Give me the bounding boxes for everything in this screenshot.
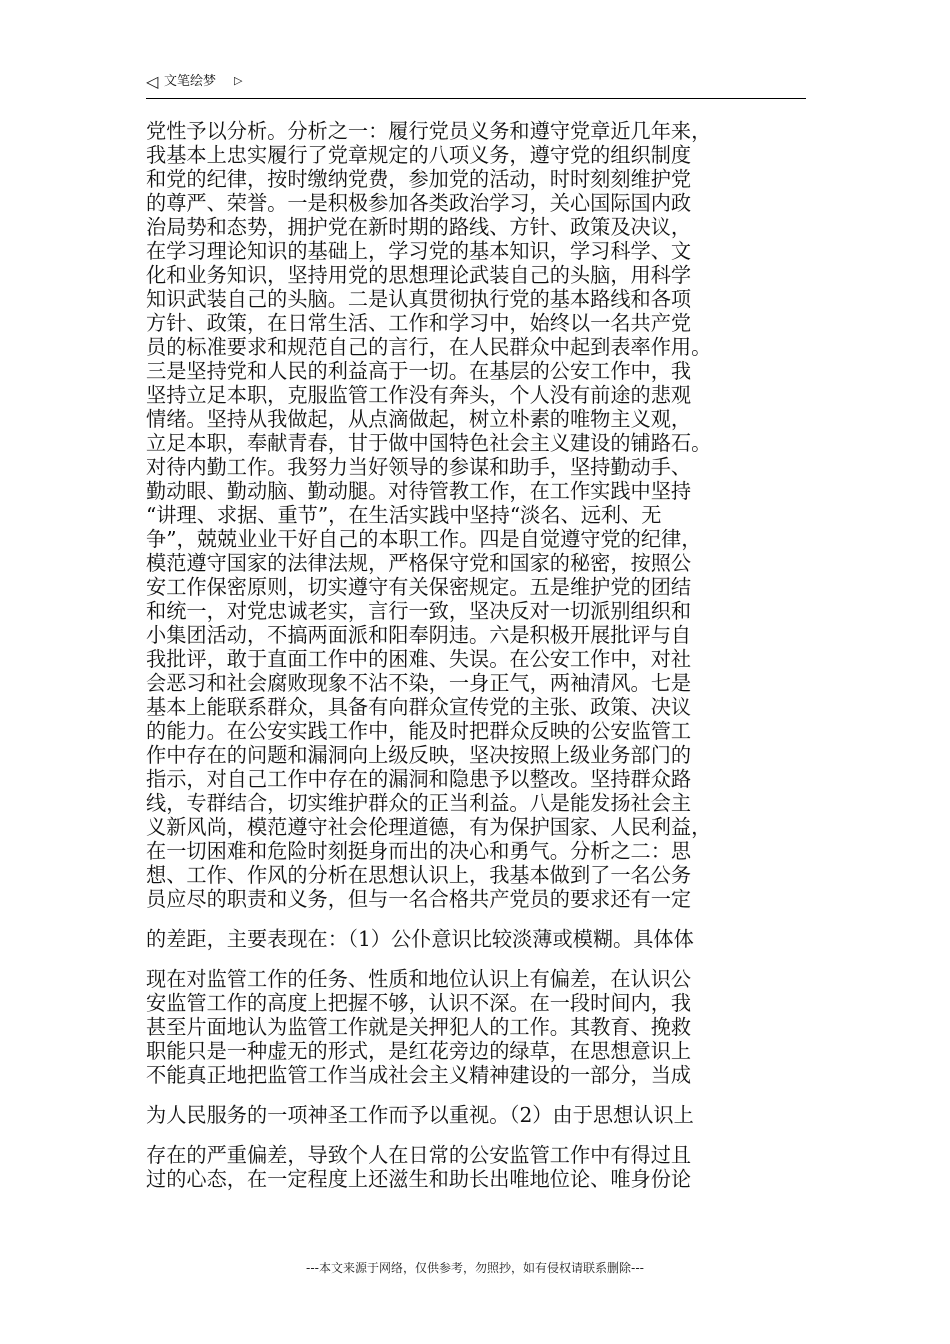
body-line: 想、工作、作风的分析在思想认识上，我基本做到了一名公务 xyxy=(146,863,692,887)
body-line: 和党的纪律，按时缴纳党费，参加党的活动，时时刻刻维护党 xyxy=(146,167,692,191)
body-line: 基本上能联系群众，具备有向群众宣传党的主张、政策、决议 xyxy=(146,695,692,719)
body-line: 小集团活动，不搞两面派和阳奉阴违。六是积极开展批评与自 xyxy=(146,623,692,647)
body-line: 线，专群结合，切实维护群众的正当利益。八是能发扬社会主 xyxy=(146,791,692,815)
body-line: 方针、政策，在日常生活、工作和学习中，始终以一名共产党 xyxy=(146,311,692,335)
body-line: 安工作保密原则，切实遵守有关保密规定。五是维护党的团结 xyxy=(146,575,692,599)
body-line: 会恶习和社会腐败现象不沾不染，一身正气，两袖清风。七是 xyxy=(146,671,692,695)
body-line: 为人民服务的一项神圣工作而予以重视。（2）由于思想认识上 xyxy=(146,1103,694,1127)
body-line: 指示，对自己工作中存在的漏洞和隐患予以整改。坚持群众路 xyxy=(146,767,692,791)
body-line: 作中存在的问题和漏洞向上级反映，坚决按照上级业务部门的 xyxy=(146,743,692,767)
body-line: 过的心态，在一定程度上还滋生和助长出唯地位论、唯身份论 xyxy=(146,1167,692,1191)
footer-notice: ---本文来源于网络，仅供参考，勿照抄，如有侵权请联系删除--- xyxy=(306,1261,644,1275)
body-line: 在一切困难和危险时刻挺身而出的决心和勇气。分析之二：思 xyxy=(146,839,692,863)
body-line: 安监管工作的高度上把握不够，认识不深。在一段时间内，我 xyxy=(146,991,692,1015)
page-header xyxy=(146,70,806,99)
body-line: 的尊严、荣誉。一是积极参加各类政治学习，关心国际国内政 xyxy=(146,191,692,215)
body-line: 的差距，主要表现在：（1）公仆意识比较淡薄或模糊。具体体 xyxy=(146,927,694,951)
header-brand: 文笔绘梦 xyxy=(164,74,217,89)
body-line: 三是坚持党和人民的利益高于一切。在基层的公安工作中，我 xyxy=(146,359,692,383)
document-body xyxy=(146,119,810,1191)
body-line: 坚持立足本职，克服监管工作没有奔头，个人没有前途的悲观 xyxy=(146,383,692,407)
body-line: 党性予以分析。分析之一：履行党员义务和遵守党章近几年来， xyxy=(146,119,712,143)
body-line: 和统一，对党忠诚老实，言行一致，坚决反对一切派别组织和 xyxy=(146,599,692,623)
body-line: 立足本职，奉献青春，甘于做中国特色社会主义建设的铺路石。 xyxy=(146,431,712,455)
left-triangle-icon: ◁ xyxy=(146,72,159,91)
body-line: 知识武装自己的头脑。二是认真贯彻执行党的基本路线和各项 xyxy=(146,287,692,311)
body-line: 员应尽的职责和义务，但与一名合格共产党员的要求还有一定 xyxy=(146,887,692,911)
body-line: 对待内勤工作。我努力当好领导的参谋和助手，坚持勤动手、 xyxy=(146,455,692,479)
body-line: 义新风尚，模范遵守社会伦理道德，有为保护国家、人民利益， xyxy=(146,815,712,839)
body-line: 现在对监管工作的任务、性质和地位认识上有偏差，在认识公 xyxy=(146,967,692,991)
body-line: 勤动眼、勤动脑、勤动腿。对待管教工作，在工作实践中坚持 xyxy=(146,479,692,503)
body-line: 员的标准要求和规范自己的言行，在人民群众中起到表率作用。 xyxy=(146,335,712,359)
body-line: 我批评，敢于直面工作中的困难、失误。在公安工作中，对社 xyxy=(146,647,692,671)
body-line: 不能真正地把监管工作当成社会主义精神建设的一部分，当成 xyxy=(146,1063,692,1087)
body-line: 甚至片面地认为监管工作就是关押犯人的工作。其教育、挽救 xyxy=(146,1015,692,1039)
body-line: 情绪。坚持从我做起，从点滴做起，树立朴素的唯物主义观， xyxy=(146,407,692,431)
body-line: 的能力。在公安实践工作中，能及时把群众反映的公安监管工 xyxy=(146,719,692,743)
body-line: 化和业务知识，坚持用党的思想理论武装自己的头脑，用科学 xyxy=(146,263,692,287)
body-line: 治局势和态势，拥护党在新时期的路线、方针、政策及决议， xyxy=(146,215,692,239)
body-line: 我基本上忠实履行了党章规定的八项义务，遵守党的组织制度 xyxy=(146,143,692,167)
body-line: 模范遵守国家的法律法规，严格保守党和国家的秘密，按照公 xyxy=(146,551,692,575)
body-line: “讲理、求据、重节”，在生活实践中坚持“淡名、远利、无 xyxy=(146,503,662,527)
body-line: 争”，兢兢业业干好自己的本职工作。四是自觉遵守党的纪律， xyxy=(146,527,702,551)
body-line: 在学习理论知识的基础上，学习党的基本知识，学习科学、文 xyxy=(146,239,692,263)
body-line: 存在的严重偏差，导致个人在日常的公安监管工作中有得过且 xyxy=(146,1143,692,1167)
right-triangle-icon: ▷ xyxy=(234,74,243,87)
body-line: 职能只是一种虚无的形式，是红花旁边的绿草，在思想意识上 xyxy=(146,1039,692,1063)
